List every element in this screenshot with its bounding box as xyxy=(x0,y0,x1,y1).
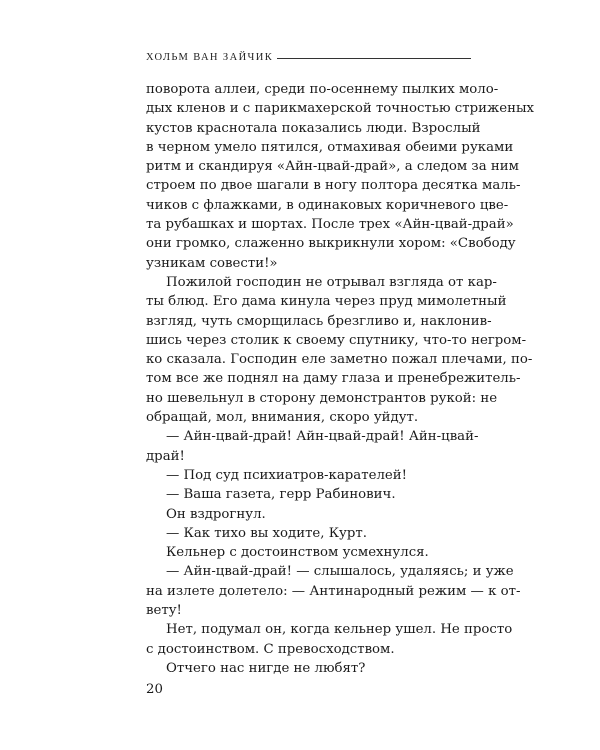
body-text xyxy=(146,80,535,678)
text-line: драй! xyxy=(146,448,185,464)
text-line: та рубашках и шортах. После трех «Айн-цвай-драй» xyxy=(146,217,514,233)
running-head-title: ХОЛЬМ ВАН ЗАЙЧИК xyxy=(146,51,274,63)
text-line: Он вздрогнул. xyxy=(166,506,266,522)
text-line: Отчего нас нигде не любят? xyxy=(166,660,366,676)
text-line: том все же поднял на даму глаза и пренебрежитель- xyxy=(146,371,521,387)
text-line: строем по двое шагали в ногу полтора десятка маль- xyxy=(146,178,521,194)
page-number: 20 xyxy=(146,682,163,697)
text-line: ко сказала. Господин еле заметно пожал плечами, по- xyxy=(146,352,533,368)
text-line: — Ваша газета, герр Рабинович. xyxy=(166,487,396,503)
text-line: кустов краснотала показались люди. Взрослый xyxy=(146,120,481,136)
text-line: ритм и скандируя «Айн-цвай-драй», а следом за ним xyxy=(146,159,519,175)
text-line: узникам совести!» xyxy=(146,255,278,271)
text-line: поворота аллеи, среди по-осеннему пылких моло- xyxy=(146,82,499,97)
text-line: на излете долетело: — Антинародный режим — к от- xyxy=(146,583,521,599)
text-line: — Как тихо вы ходите, Курт. xyxy=(166,525,367,541)
text-line: они громко, слаженно выкрикнули хором: «Свободу xyxy=(146,236,516,252)
running-head xyxy=(146,50,471,64)
text-line: с достоинством. С превосходством. xyxy=(146,641,395,657)
text-line: но шевельнул в сторону демонстрантов рукой: не xyxy=(146,390,498,406)
text-line: — Айн-цвай-драй! Айн-цвай-драй! Айн-цвай- xyxy=(166,429,479,445)
text-line: чиков с флажками, в одинаковых коричневого цве- xyxy=(146,197,509,213)
text-line: в черном умело пятился, отмахивая обеими руками xyxy=(146,139,514,155)
text-line: Пожилой господин не отрывал взгляда от кар- xyxy=(166,274,497,290)
text-line: ты блюд. Его дама кинула через пруд мимолетный xyxy=(146,294,507,310)
text-line: Кельнер с достоинством усмехнулся. xyxy=(166,545,429,561)
text-line: Нет, подумал он, когда кельнер ушел. Не просто xyxy=(166,622,513,638)
text-line: дых кленов и с парикмахерской точностью стриженых xyxy=(146,101,535,117)
text-line: шись через столик к своему спутнику, что-то негром- xyxy=(146,332,527,348)
text-line: — Под суд психиатров-карателей! xyxy=(166,467,407,483)
text-line: взгляд, чуть сморщилась брезгливо и, наклонив- xyxy=(146,313,492,329)
text-line: обращай, мол, внимания, скоро уйдут. xyxy=(146,410,419,426)
header-rule xyxy=(277,58,471,59)
text-line: вету! xyxy=(146,603,182,619)
text-line: — Айн-цвай-драй! — слышалось, удаляясь; и уже xyxy=(166,564,514,580)
